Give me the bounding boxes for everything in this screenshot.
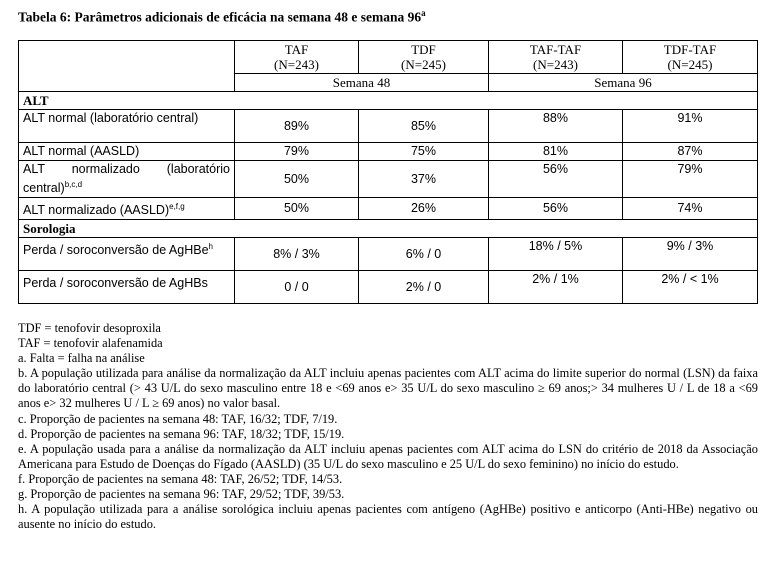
section-row-alt [19,92,758,110]
footnote: f. Proporção de pacientes na semana 48: TAF, 26/52; TDF, 14/53. [18,471,343,486]
table-cell: 81% [489,143,623,161]
table-cell: 79% [623,161,758,198]
table-cell: 79% [235,143,359,161]
table-row [19,198,758,220]
table-cell: 88% [489,110,623,143]
header-empty-cell [19,41,235,92]
row-label: Perda / soroconversão de AgHBs [19,271,235,304]
footnotes [18,321,758,532]
footnote: a. Falta = falha na análise [18,351,145,366]
table-cell: 75% [359,143,489,161]
table-row [19,271,758,304]
table-title: Tabela 6: Parâmetros adicionais de eficácia na semana 48 e semana 96$^a$ [18,8,426,25]
row-label: ALT normal (laboratório central) [19,110,235,143]
table-cell: 89% [235,110,359,143]
column-header-taf-taf: TAF-TAF (N=243) [489,41,623,74]
efficacy-table [18,40,758,304]
table-cell: 9% / 3% [623,238,758,271]
section-label: ALT [19,92,758,110]
table-cell: 85% [359,110,489,143]
table-cell: 50% [235,198,359,220]
footnote: g. Proporção de pacientes na semana 96: TAF, 29/52; TDF, 39/53. [18,487,345,502]
row-label: ALT normalizado (AASLD)$^{e,f,g}$ [19,198,235,220]
footnote: TDF = tenofovir desoproxila [18,321,161,335]
footnote: TAF = tenofovir alafenamida [18,336,163,351]
footnote: d. Proporção de pacientes na semana 96: TAF, 18/32; TDF, 15/19. [18,426,345,441]
table-cell: 91% [623,110,758,143]
table-cell: 2% / 0 [359,271,489,304]
week-48-header: Semana 48 [235,74,489,92]
table-row [19,143,758,161]
table-cell: 2% / < 1% [623,271,758,304]
section-row-sorologia [19,220,758,238]
table-cell: 26% [359,198,489,220]
table-cell: 6% / 0 [359,238,489,271]
row-label: ALT normalizado (laboratório central)$^{b,c,d}$ [19,161,235,198]
column-header-taf: TAF (N=243) [235,41,359,74]
footnote: h. A população utilizada para a análise sorológica incluiu apenas pacientes com antígeno (AgHBe) positivo e anticorpo (Anti-HBe) negativo ou ausente no início do estudo. [18,502,758,532]
section-label: Sorologia [19,220,758,238]
row-label: Perda / soroconversão de AgHBe$^h$ [19,238,235,271]
table-cell: 8% / 3% [235,238,359,271]
table-row [19,110,758,143]
table-cell: 37% [359,161,489,198]
table-cell: 18% / 5% [489,238,623,271]
footnote: c. Proporção de pacientes na semana 48: TAF, 16/32; TDF, 7/19. [18,411,338,426]
table-cell: 0 / 0 [235,271,359,304]
column-header-tdf-taf: TDF-TAF (N=245) [623,41,758,74]
table-cell: 2% / 1% [489,271,623,304]
table-row [19,238,758,271]
table-cell: 50% [235,161,359,198]
table-cell: 56% [489,198,623,220]
table-cell: 87% [623,143,758,161]
week-96-header: Semana 96 [489,74,758,92]
table-cell: 74% [623,198,758,220]
footnote: b. A população utilizada para análise da normalização da ALT incluiu apenas pacientes com ALT acima do limite superior do normal (LSN) da faixa do laboratório central (> 43 U/L do sexo masculino entre 18 e <69 anos e> 35 U/L do sexo masculino ≥ 69 anos;> 34 mulheres U / L de 18 a <69 anos e> 32 mulheres U / L ≥ 69 anos) no valor basal. [18,366,758,411]
row-label: ALT normal (AASLD) [19,143,235,161]
table-cell: 56% [489,161,623,198]
footnote: e. A população usada para a análise da normalização da ALT incluiu apenas pacientes com ALT acima do LSN do critério de 2018 da Associação Americana para Estudo de Doenças do Fígado (AASLD) (35 U/L do sexo masculino e 25 U/L do sexo feminino) no início do estudo. [18,441,758,471]
table-row [19,161,758,198]
header-row [19,41,758,74]
column-header-tdf: TDF (N=245) [359,41,489,74]
